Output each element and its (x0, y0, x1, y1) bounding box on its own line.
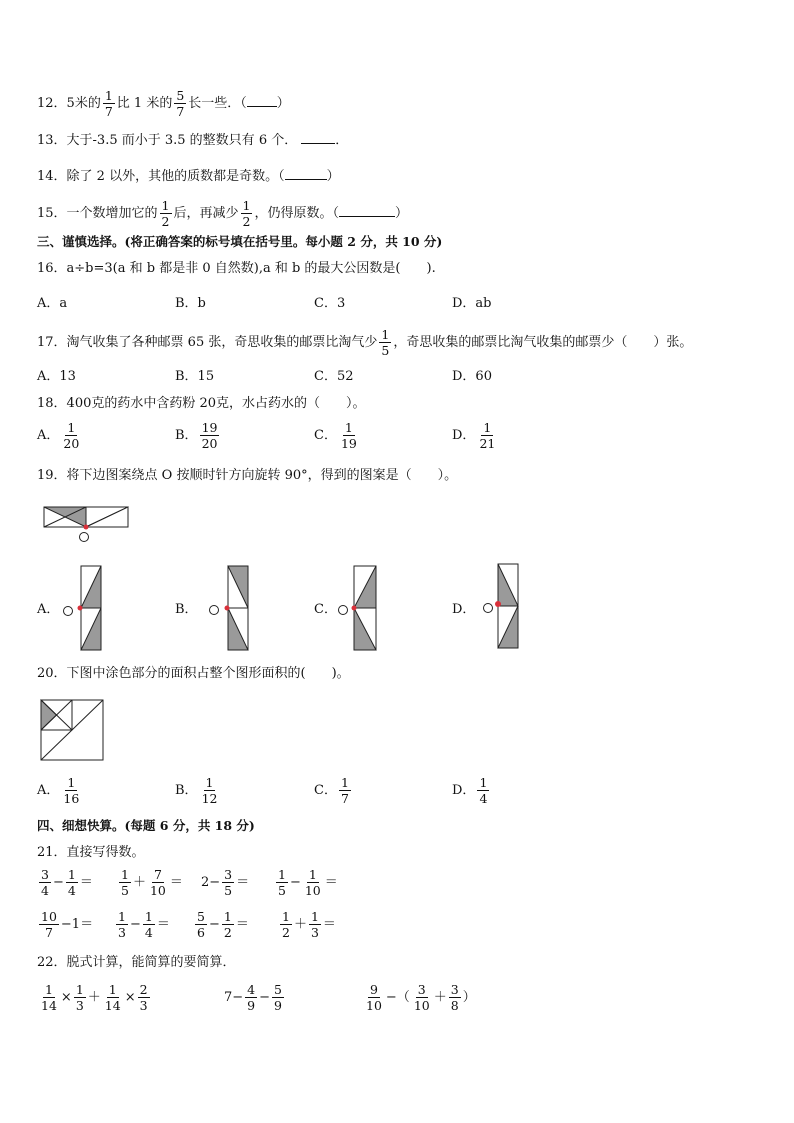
q14-end: ） (326, 169, 340, 184)
q19-option-d-figure[interactable] (478, 562, 524, 652)
q19-option-d-label[interactable]: D． (452, 602, 476, 617)
q18-option-d[interactable]: D． $\frac{1}{21}$ (452, 420, 496, 452)
q16-option-c[interactable]: C．3 (314, 296, 346, 311)
q15-fraction-1: $\frac{1}{2}$ (161, 198, 170, 230)
q16-option-d[interactable]: D．ab (452, 296, 492, 311)
q14-answer-blank[interactable] (285, 167, 327, 180)
question-22: 22．脱式计算，能简算的要简算． (37, 955, 236, 970)
q12-answer-blank[interactable] (247, 94, 277, 107)
q22-expression-2: 7− $\frac{4}{9}$ − $\frac{5}{9}$ (224, 982, 282, 1014)
q19-option-b-label[interactable]: B． (175, 602, 198, 617)
q13-answer-blank[interactable] (301, 131, 335, 144)
question-16: 16．a÷b=3(a 和 b 都是非 0 自然数),a 和 b 的最大公因数是( ). (37, 261, 436, 276)
q12-text-b: 比 1 米的 (116, 96, 173, 112)
question-15 (37, 199, 408, 228)
q21-expression-5: $\frac{10}{7}$ −1＝ (41, 909, 94, 941)
q15-end: ） (394, 206, 408, 222)
q21-expression-2: $\frac{1}{5}$ ＋ $\frac{7}{10}$ ＝ (121, 867, 183, 899)
section-4-heading: 四、细想快算。(每题 6 分，共 18 分) (37, 818, 255, 833)
q12-fraction-1: $\frac{1}{7}$ (104, 88, 113, 120)
q20-option-b[interactable]: B． $\frac{1}{12}$ (175, 775, 218, 807)
question-18: 18．400克的药水中含药粉 20克，水占药水的（ ）。 (37, 396, 366, 411)
q21-expression-6: $\frac{1}{3}$ − $\frac{1}{4}$ ＝ (118, 909, 170, 941)
q15-text-c: ，仍得原数。（ (254, 206, 339, 222)
question-19: 19．将下边图案绕点 O 按顺时针方向旋转 90°，得到的图案是（ ）。 (37, 468, 458, 483)
q12-fraction-2: $\frac{5}{7}$ (176, 88, 185, 120)
q17-option-a[interactable]: A．13 (37, 369, 76, 384)
q17-option-d[interactable]: D．60 (452, 369, 492, 384)
q21-expression-7: $\frac{5}{6}$ − $\frac{1}{2}$ ＝ (197, 909, 249, 941)
section-3-heading: 三、谨慎选择。(将正确答案的标号填在括号里。每小题 2 分，共 10 分) (37, 234, 443, 249)
q12-text-d: ） (276, 96, 290, 112)
q15-text-a: 15．一个数增加它的 (37, 206, 158, 222)
q19-original-figure (40, 504, 132, 546)
question-12 (37, 89, 290, 118)
q20-option-d[interactable]: D． $\frac{1}{4}$ (452, 775, 488, 807)
q17-fraction: $\frac{1}{5}$ (381, 327, 390, 359)
q13-end: ． (335, 133, 349, 148)
question-21: 21．直接写得数。 (37, 845, 145, 860)
q15-text-b: 后，再减少 (173, 206, 239, 222)
q21-expression-3: 2− $\frac{3}{5}$ ＝ (201, 867, 250, 899)
q17-option-b[interactable]: B．15 (175, 369, 215, 384)
q19-option-c-figure[interactable] (334, 564, 380, 652)
q19-option-a-label[interactable]: A． (37, 602, 60, 617)
q19-option-b-figure[interactable] (206, 564, 252, 652)
q21-expression-8: $\frac{1}{2}$ ＋ $\frac{1}{3}$ ＝ (282, 909, 336, 941)
q18-option-b[interactable]: B． $\frac{19}{20}$ (175, 420, 218, 452)
q17-option-c[interactable]: C．52 (314, 369, 354, 384)
q16-option-a[interactable]: A．a (37, 296, 68, 311)
question-14 (37, 167, 340, 185)
q20-option-c[interactable]: C． $\frac{1}{7}$ (314, 775, 349, 807)
q17-text-b: ，奇思收集的邮票比淘气收集的邮票少（ ）张。 (393, 335, 693, 351)
q21-expression-4: $\frac{1}{5}$ − $\frac{1}{10}$ ＝ (278, 867, 338, 899)
q15-fraction-2: $\frac{1}{2}$ (242, 198, 251, 230)
question-13 (37, 131, 348, 149)
q18-option-a[interactable]: A． $\frac{1}{20}$ (37, 420, 80, 452)
q12-text-c: 长一些．（ (188, 96, 247, 112)
q22-expression-3: $\frac{9}{10}$ −（ $\frac{3}{10}$ ＋ $\frac{3}{8}$ ） (366, 982, 476, 1014)
question-17 (37, 328, 692, 357)
q20-option-a[interactable]: A． $\frac{1}{16}$ (37, 775, 80, 807)
q16-option-b[interactable]: B．b (175, 296, 206, 311)
q12-text-a: 12．5米的 (37, 96, 101, 112)
q19-option-c-label[interactable]: C． (314, 602, 337, 617)
question-20: 20．下图中涂色部分的面积占整个图形面积的( )。 (37, 666, 350, 681)
q20-figure (38, 697, 106, 763)
q15-answer-blank[interactable] (339, 204, 395, 217)
q21-expression-1: $\frac{3}{4}$ − $\frac{1}{4}$ ＝ (41, 867, 93, 899)
q14-text: 14．除了 2 以外，其他的质数都是奇数。（ (37, 169, 285, 184)
q13-text: 13．大于-3.5 而小于 3.5 的整数只有 6 个． (37, 133, 298, 148)
q22-expression-1: $\frac{1}{14}$ × $\frac{1}{3}$ ＋ $\frac{1}{14}$ × $\frac{2}{3}$ (41, 982, 148, 1014)
q18-option-c[interactable]: C． $\frac{1}{19}$ (314, 420, 357, 452)
q19-option-a-figure[interactable] (60, 564, 104, 652)
q17-text-a: 17．淘气收集了各种邮票 65 张，奇思收集的邮票比淘气少 (37, 335, 378, 351)
